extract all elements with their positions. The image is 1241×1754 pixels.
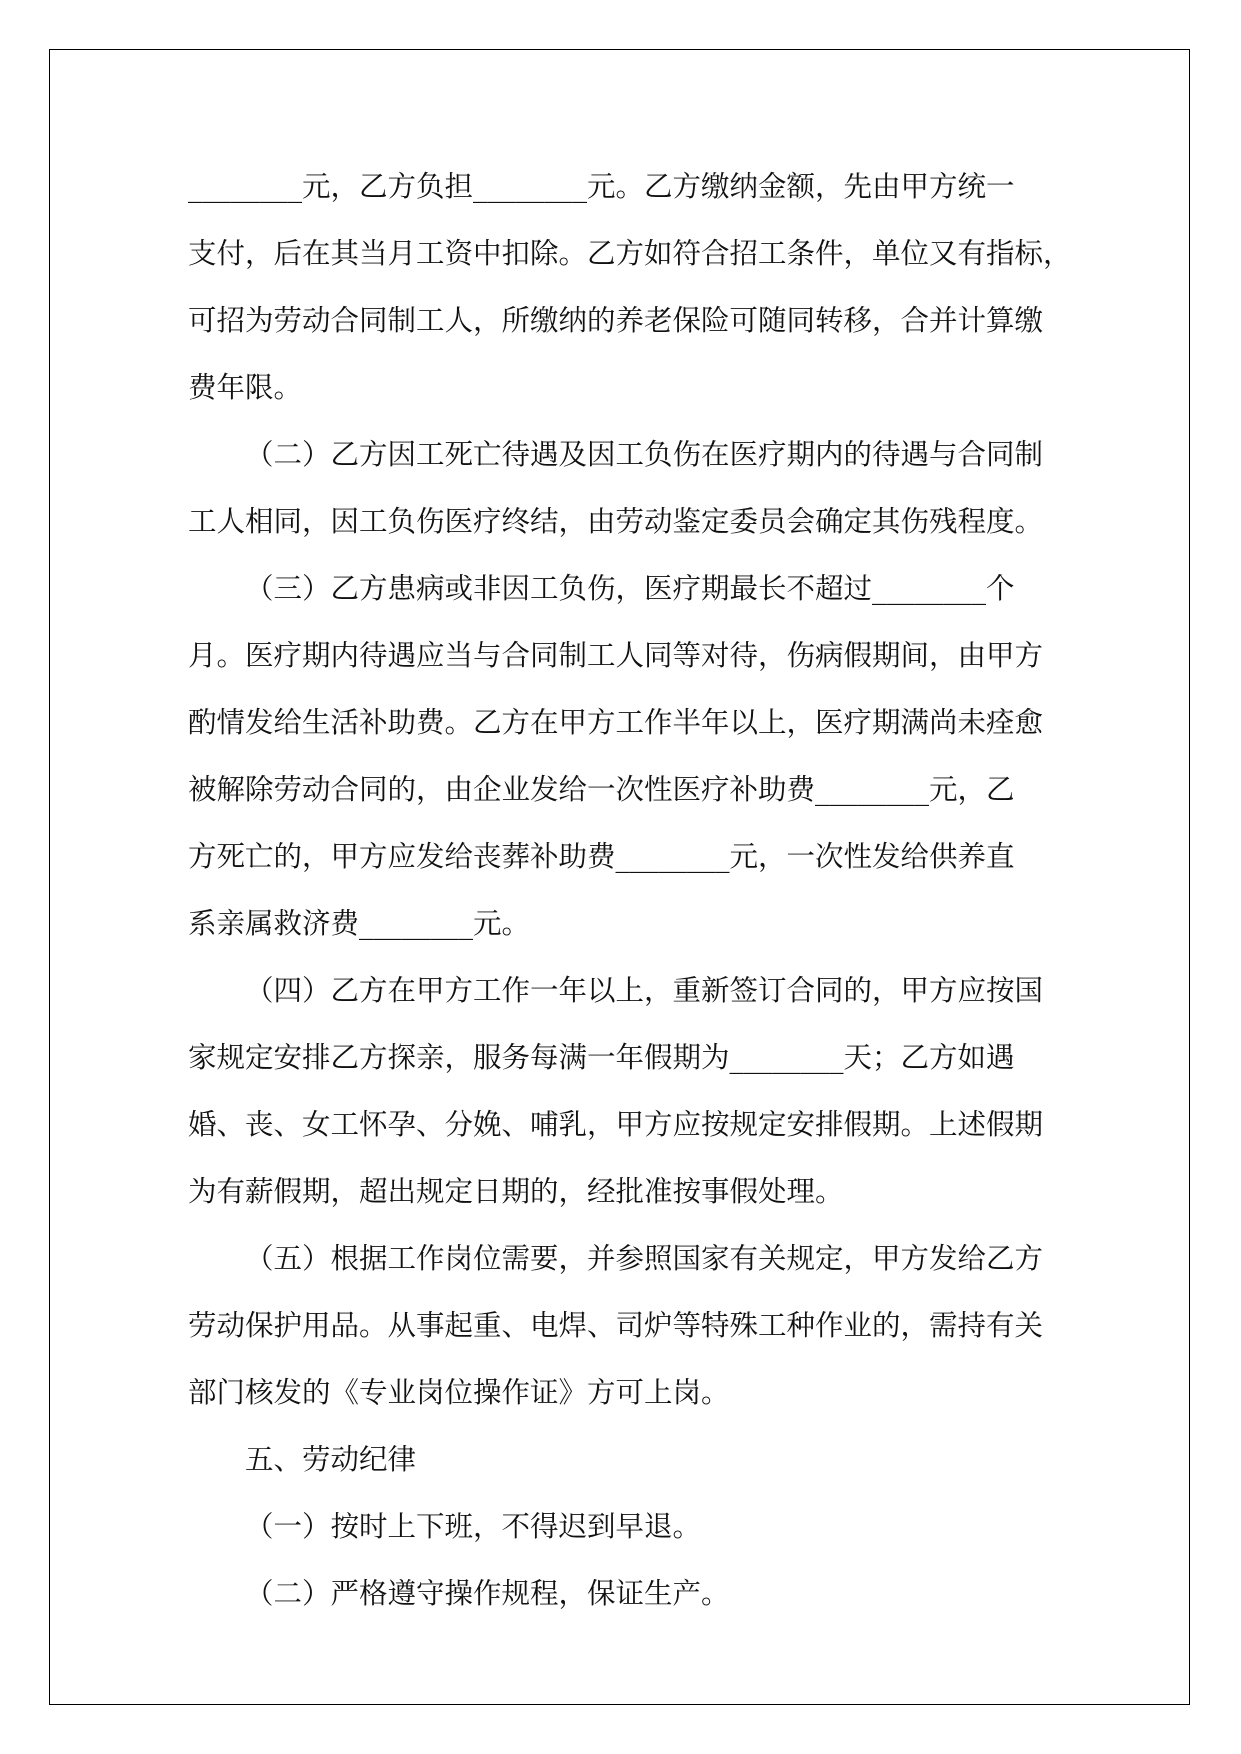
paragraph-5-start: （五）根据工作岗位需要，并参照国家有关规定，甲方发给乙方 bbox=[245, 1242, 1044, 1275]
paragraph-2-start: （二）乙方因工死亡待遇及因工负伤在医疗期内的待遇与合同制 bbox=[245, 438, 1044, 471]
text-line: 费年限。 bbox=[188, 371, 303, 404]
paragraph-4-start: （四）乙方在甲方工作一年以上，重新签订合同的，甲方应按国 bbox=[245, 974, 1044, 1007]
text-line: 月。医疗期内待遇应当与合同制工人同等对待，伤病假期间，由甲方 bbox=[188, 639, 1044, 672]
text-line: 劳动保护用品。从事起重、电焊、司炉等特殊工种作业的，需持有关 bbox=[188, 1309, 1044, 1342]
text-line: 支付，后在其当月工资中扣除。乙方如符合招工条件，单位又有指标， bbox=[188, 237, 1072, 270]
text-line: 部门核发的《专业岗位操作证》方可上岗。 bbox=[188, 1376, 730, 1409]
text-line: 酌情发给生活补助费。乙方在甲方工作半年以上，医疗期满尚未痊愈 bbox=[188, 706, 1044, 739]
section-heading: 五、劳动纪律 bbox=[245, 1443, 417, 1476]
text-line: 可招为劳动合同制工人，所缴纳的养老保险可随同转移，合并计算缴 bbox=[188, 304, 1044, 337]
document-body bbox=[188, 153, 1072, 1627]
paragraph-3-start: （三）乙方患病或非因工负伤，医疗期最长不超过________个 bbox=[245, 572, 1015, 605]
discipline-item-1: （一）按时上下班，不得迟到早退。 bbox=[245, 1510, 702, 1543]
text-line: 婚、丧、女工怀孕、分娩、哺乳，甲方应按规定安排假期。上述假期 bbox=[188, 1108, 1044, 1141]
text-line: 家规定安排乙方探亲，服务每满一年假期为________天；乙方如遇 bbox=[188, 1041, 1015, 1074]
text-line: ________元，乙方负担________元。乙方缴纳金额，先由甲方统一 bbox=[188, 170, 1015, 203]
text-line: 方死亡的，甲方应发给丧葬补助费________元，一次性发给供养直 bbox=[188, 840, 1015, 873]
text-line: 被解除劳动合同的，由企业发给一次性医疗补助费________元，乙 bbox=[188, 773, 1015, 806]
text-line: 为有薪假期，超出规定日期的，经批准按事假处理。 bbox=[188, 1175, 844, 1208]
discipline-item-2: （二）严格遵守操作规程，保证生产。 bbox=[245, 1577, 730, 1610]
text-line: 工人相同，因工负伤医疗终结，由劳动鉴定委员会确定其伤残程度。 bbox=[188, 505, 1044, 538]
text-line: 系亲属救济费________元。 bbox=[188, 907, 531, 940]
